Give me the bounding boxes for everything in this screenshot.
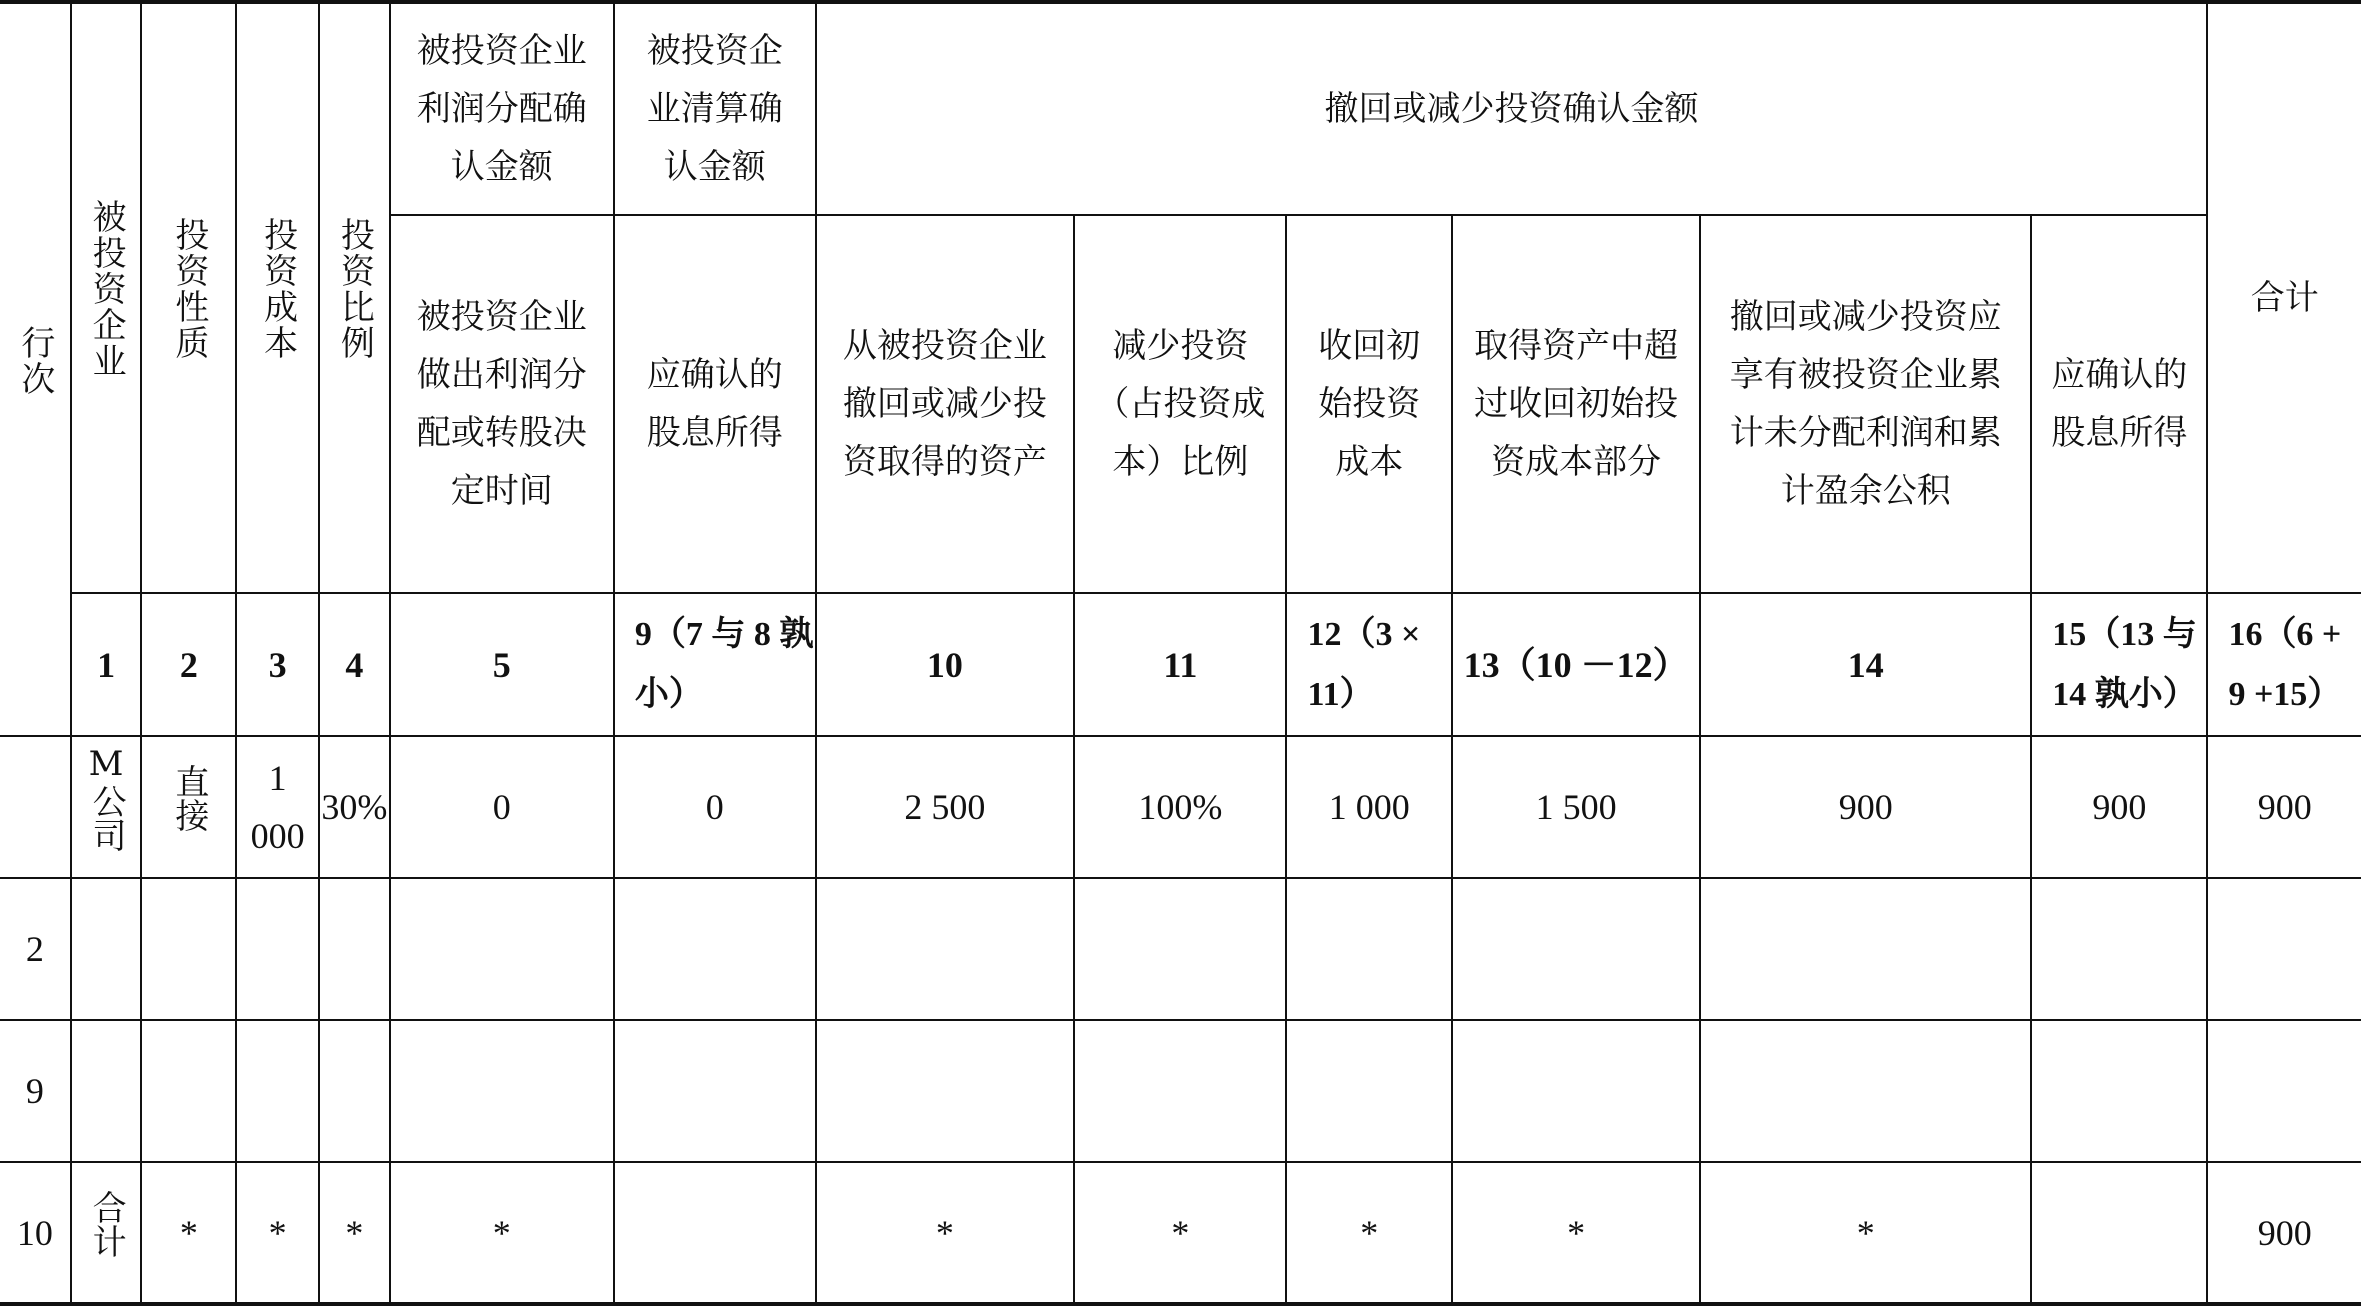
investee-cell	[71, 1020, 142, 1162]
assets-obtained-cell: *	[816, 1162, 1075, 1304]
header-withdraw-dividend: 应确认的股息所得	[2031, 215, 2207, 593]
col-number-12: 12（3 × 11）	[1286, 593, 1452, 736]
header-nature: 投资性质	[141, 2, 236, 593]
header-decision-time: 被投资企业做出利润分配或转股决定时间	[390, 215, 614, 593]
header-total: 合计	[2207, 2, 2361, 593]
col-number-9: 9（7 与 8 孰小）	[614, 593, 816, 736]
reduce-ratio-cell: *	[1074, 1162, 1286, 1304]
undistributed-cell: 900	[1700, 736, 2031, 878]
decision-time-cell	[390, 1020, 614, 1162]
header-excess-part: 取得资产中超过收回初始投资成本部分	[1452, 215, 1700, 593]
cost-cell	[236, 1020, 319, 1162]
reduce-ratio-cell	[1074, 1020, 1286, 1162]
withdraw-dividend-cell: 900	[2031, 736, 2207, 878]
col-number-5: 5	[390, 593, 614, 736]
undistributed-cell	[1700, 878, 2031, 1020]
assets-obtained-cell	[816, 1020, 1075, 1162]
header-group-liquidation: 被投资企业清算确认金额	[614, 2, 816, 215]
withdraw-dividend-cell	[2031, 1020, 2207, 1162]
investee-cell	[71, 878, 142, 1020]
col-number-2: 2	[141, 593, 236, 736]
recover-cost-cell: 1 000	[1286, 736, 1452, 878]
ratio-cell: *	[319, 1162, 390, 1304]
cost-cell: 1 000	[236, 736, 319, 878]
col-number-4: 4	[319, 593, 390, 736]
col-number-16: 16（6 + 9 +15）	[2207, 593, 2361, 736]
excess-part-cell: 1 500	[1452, 736, 1700, 878]
total-cell: 900	[2207, 736, 2361, 878]
table-row	[0, 1020, 2361, 1162]
header-cost: 投资成本	[236, 2, 319, 593]
col-number-15: 15（13 与 14 孰小）	[2031, 593, 2207, 736]
assets-obtained-cell	[816, 878, 1075, 1020]
nature-cell	[141, 878, 236, 1020]
recover-cost-cell	[1286, 1020, 1452, 1162]
col-number-10: 10	[816, 593, 1075, 736]
nature-cell: *	[141, 1162, 236, 1304]
excess-part-cell: *	[1452, 1162, 1700, 1304]
header-assets-obtained: 从被投资企业撤回或减少投资取得的资产	[816, 215, 1075, 593]
header-dividend-income: 应确认的股息所得	[614, 215, 816, 593]
row-number-cell: 9	[0, 1020, 71, 1162]
total-cell: 900	[2207, 1162, 2361, 1304]
header-recover-cost: 收回初始投资成本	[1286, 215, 1452, 593]
cost-cell: *	[236, 1162, 319, 1304]
row-number-cell: 10	[0, 1162, 71, 1304]
dividend-income-cell: 0	[614, 736, 816, 878]
table-row-total	[0, 1162, 2361, 1304]
excess-part-cell	[1452, 878, 1700, 1020]
nature-cell: 直接	[141, 736, 236, 878]
investee-cell: 合计	[71, 1162, 142, 1304]
total-cell	[2207, 878, 2361, 1020]
header-undistributed: 撤回或减少投资应享有被投资企业累计未分配利润和累计盈余公积	[1700, 215, 2031, 593]
header-reduce-ratio: 减少投资（占投资成本）比例	[1074, 215, 1286, 593]
total-cell	[2207, 1020, 2361, 1162]
decision-time-cell: 0	[390, 736, 614, 878]
nature-cell	[141, 1020, 236, 1162]
investee-cell: M公司	[71, 736, 142, 878]
dividend-income-cell	[614, 1020, 816, 1162]
ratio-cell	[319, 878, 390, 1020]
withdraw-dividend-cell	[2031, 878, 2207, 1020]
header-row-label: 行次	[0, 2, 71, 736]
reduce-ratio-cell: 100%	[1074, 736, 1286, 878]
reduce-ratio-cell	[1074, 878, 1286, 1020]
header-investee: 被投资企业	[71, 2, 142, 593]
withdraw-dividend-cell	[2031, 1162, 2207, 1304]
col-number-3: 3	[236, 593, 319, 736]
col-number-14: 14	[1700, 593, 2031, 736]
decision-time-cell	[390, 878, 614, 1020]
recover-cost-cell: *	[1286, 1162, 1452, 1304]
header-group-profit: 被投资企业利润分配确认金额	[390, 2, 614, 215]
recover-cost-cell	[1286, 878, 1452, 1020]
col-number-11: 11	[1074, 593, 1286, 736]
row-number-cell	[0, 736, 71, 878]
undistributed-cell: *	[1700, 1162, 2031, 1304]
dividend-income-cell	[614, 878, 816, 1020]
header-group-withdraw: 撤回或减少投资确认金额	[816, 2, 2208, 215]
header-ratio: 投资比例	[319, 2, 390, 593]
table-row	[0, 736, 2361, 878]
cost-cell	[236, 878, 319, 1020]
col-number-13: 13（10 －12）	[1452, 593, 1700, 736]
assets-obtained-cell: 2 500	[816, 736, 1075, 878]
dividend-income-cell	[614, 1162, 816, 1304]
decision-time-cell: *	[390, 1162, 614, 1304]
ratio-cell	[319, 1020, 390, 1162]
col-number-1: 1	[71, 593, 142, 736]
undistributed-cell	[1700, 1020, 2031, 1162]
excess-part-cell	[1452, 1020, 1700, 1162]
ratio-cell: 30%	[319, 736, 390, 878]
row-number-cell: 2	[0, 878, 71, 1020]
table-row	[0, 878, 2361, 1020]
